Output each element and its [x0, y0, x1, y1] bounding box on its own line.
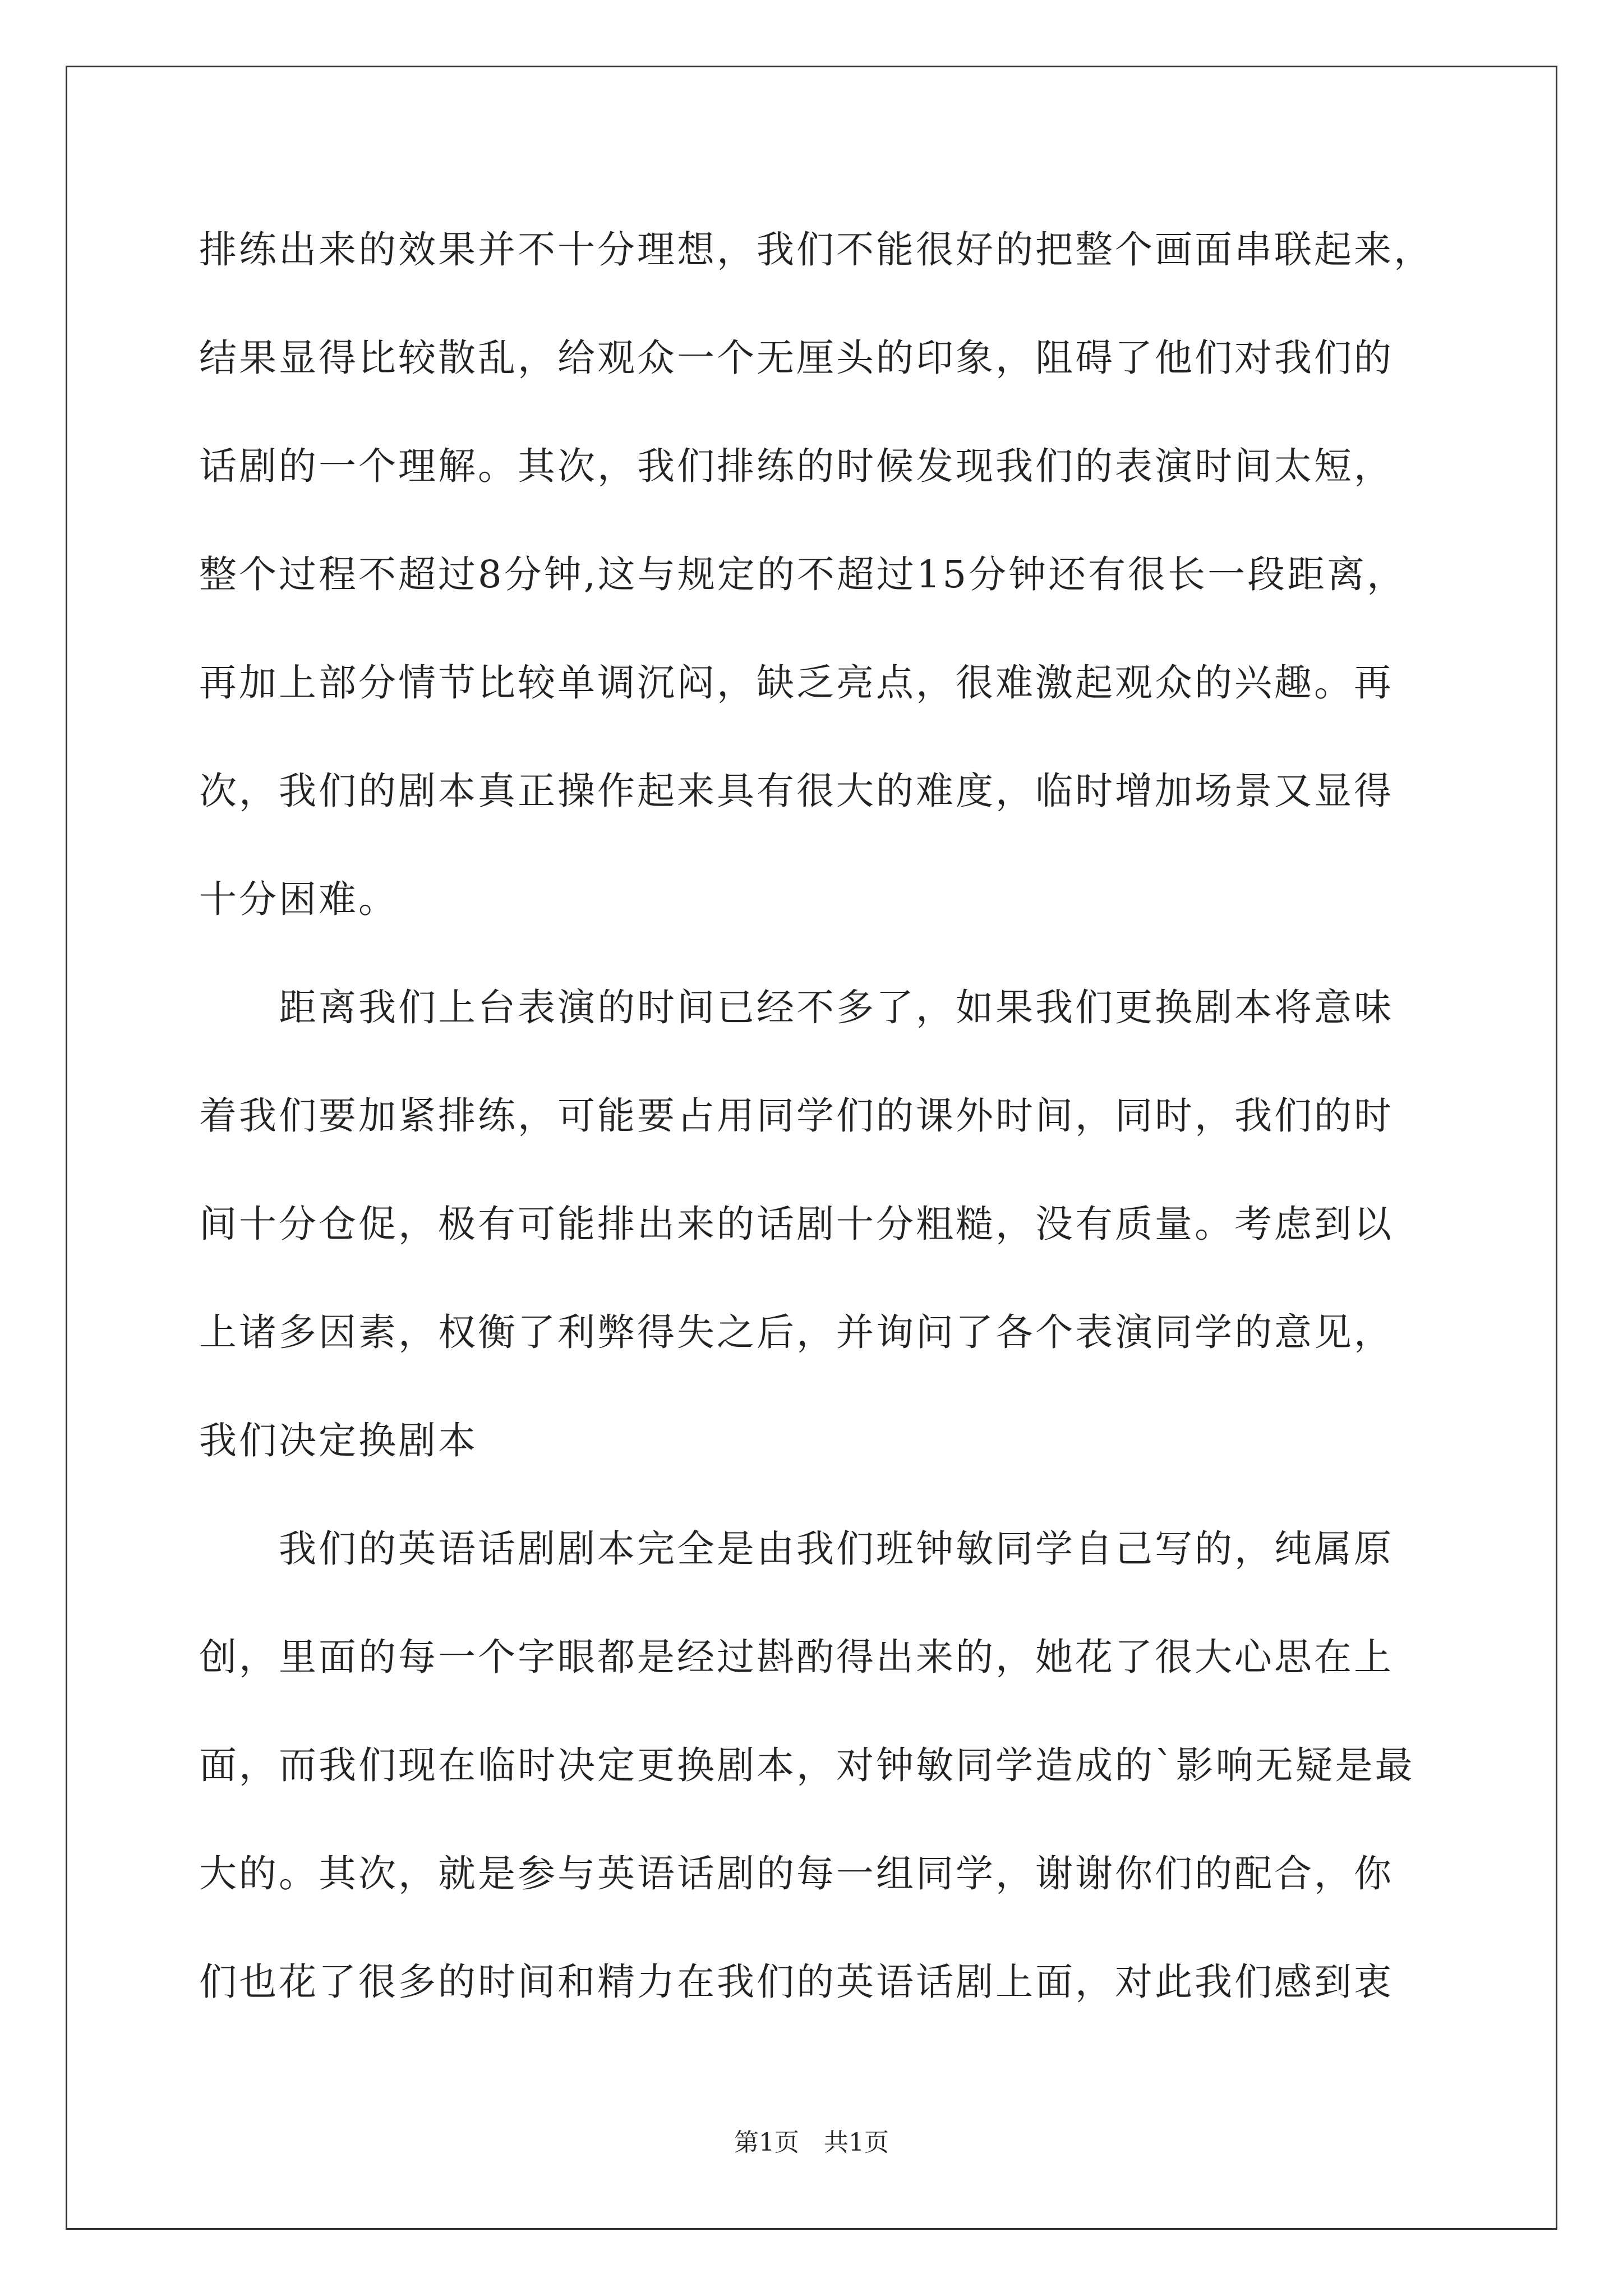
body-text-line: 再加上部分情节比较单调沉闷，缺乏亮点，很难激起观众的兴趣。再 [199, 661, 1394, 705]
body-text-line: 着我们要加紧排练，可能要占用同学们的课外时间，同时，我们的时 [199, 1094, 1394, 1138]
body-text-line: 间十分仓促，极有可能排出来的话剧十分粗糙，没有质量。考虑到以 [199, 1202, 1394, 1246]
body-text-line: 我们决定换剧本 [199, 1419, 478, 1462]
body-text-line: 十分困难。 [199, 877, 398, 921]
body-text-line: 距离我们上台表演的时间已经不多了，如果我们更换剧本将意味 [199, 986, 1394, 1029]
body-text-line: 面，而我们现在临时决定更换剧本，对钟敏同学造成的`影响无疑是最 [199, 1743, 1415, 1787]
body-text-line: 上诸多因素，权衡了利弊得失之后，并询问了各个表演同学的意见， [199, 1310, 1394, 1354]
body-text-line: 我们的英语话剧剧本完全是由我们班钟敏同学自己写的，纯属原 [199, 1527, 1394, 1571]
body-text-line: 结果显得比较散乱，给观众一个无厘头的印象，阻碍了他们对我们的 [199, 336, 1394, 380]
body-text-line: 话剧的一个理解。其次，我们排练的时候发现我们的表演时间太短， [199, 444, 1394, 488]
body-text-line: 大的。其次，就是参与英语话剧的每一组同学，谢谢你们的配合，你 [199, 1852, 1394, 1895]
body-text-line: 整个过程不超过8分钟,这与规定的不超过15分钟还有很长一段距离， [199, 553, 1407, 596]
body-text-line: 创，里面的每一个字眼都是经过斟酌得出来的，她花了很大心思在上 [199, 1635, 1394, 1679]
body-text-line: 们也花了很多的时间和精力在我们的英语话剧上面，对此我们感到衷 [199, 1960, 1394, 2004]
page-number-footer: 第1页 共1页 [734, 2128, 889, 2157]
body-text-line: 次，我们的剧本真正操作起来具有很大的难度，临时增加场景又显得 [199, 769, 1394, 813]
body-text-line: 排练出来的效果并不十分理想，我们不能很好的把整个画面串联起来， [199, 228, 1433, 272]
